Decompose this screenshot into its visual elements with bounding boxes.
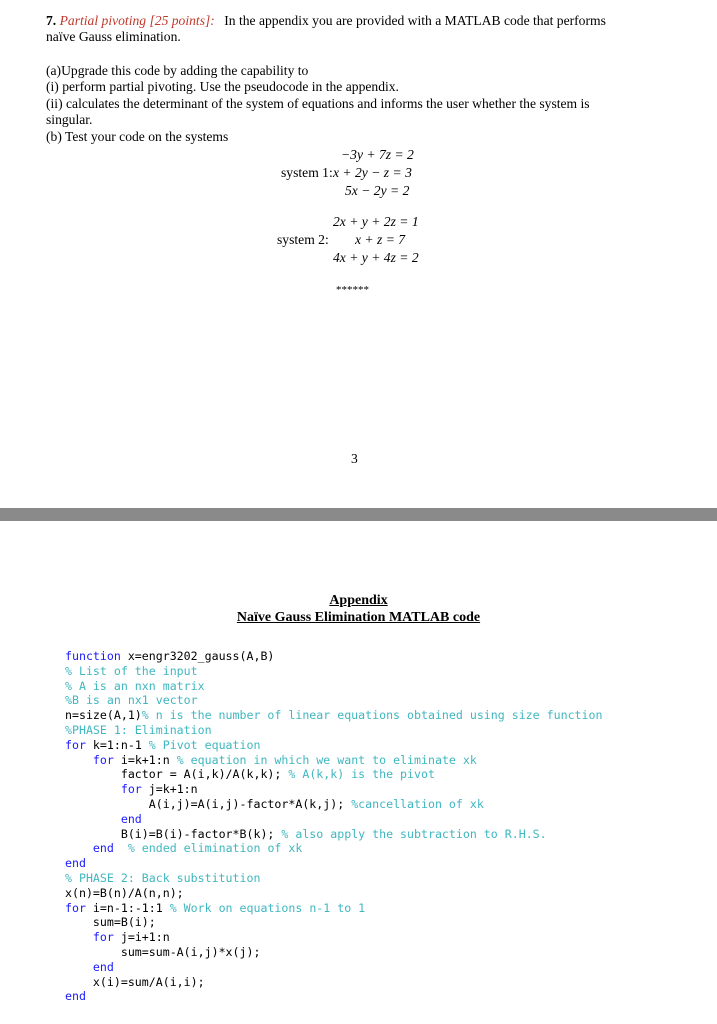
page-separator — [0, 508, 717, 521]
part-a-text: (a)Upgrade this code by adding the capability to — [46, 63, 309, 78]
code-line-7: for k=1:n-1 % Pivot equation — [65, 737, 261, 752]
page-number: 3 — [351, 451, 358, 466]
system1-eq3: 5x − 2y = 2 — [345, 183, 410, 198]
question-intro-line2: naïve Gauss elimination. — [46, 29, 181, 44]
system2-eq1: 2x + y + 2z = 1 — [333, 214, 419, 229]
code-line-18: for i=n-1:-1:1 % Work on equations n-1 to 1 — [65, 900, 366, 915]
system1-eq1: −3y + 7z = 2 — [341, 147, 414, 162]
code-line-20: for j=i+1:n — [92, 930, 170, 945]
code-line-16: % PHASE 2: Back substitution — [65, 870, 261, 885]
system2-label: system 2: — [277, 232, 329, 247]
system1-eq2: x + 2y − z = 3 — [333, 165, 412, 180]
system1-label: system 1: — [281, 165, 333, 180]
code-line-4: %B is an nx1 vector — [65, 693, 198, 708]
code-line-5: n=size(A,1)% n is the number of linear equations obtained using size function — [65, 708, 603, 723]
code-line-12: end — [120, 811, 142, 826]
code-line-21: sum=sum-A(i,j)*x(j); — [120, 944, 261, 959]
code-line-15: end — [65, 856, 86, 871]
code-line-17: x(n)=B(n)/A(n,n); — [65, 885, 184, 900]
question-intro-line1: In the appendix you are provided with a MATLAB code that performs — [224, 13, 606, 28]
code-line-24: end — [65, 989, 86, 1004]
system2-eq3: 4x + y + 4z = 2 — [333, 250, 419, 265]
part-a-i-text: (i) perform partial pivoting. Use the pseudocode in the appendix. — [46, 79, 399, 94]
code-line-10: for j=k+1:n — [120, 782, 198, 797]
code-line-22: end — [92, 959, 114, 974]
question-points: Partial pivoting [25 points]: — [59, 13, 215, 28]
code-line-13: B(i)=B(i)-factor*B(k); % also apply the subtraction to R.H.S. — [120, 826, 547, 841]
code-line-6: %PHASE 1: Elimination — [65, 722, 212, 737]
part-a-ii-text: (ii) calculates the determinant of the system of equations and informs the user whether the system is singular. — [46, 96, 590, 127]
question-number: 7. — [46, 13, 57, 28]
document-page-3 — [0, 0, 717, 508]
code-line-1: function x=engr3202_gauss(A,B) — [65, 649, 275, 663]
code-line-19: sum=B(i); — [92, 915, 156, 930]
stars-separator: ****** — [336, 284, 369, 296]
code-line-9: factor = A(i,k)/A(k,k); % A(k,k) is the pivot — [120, 767, 435, 782]
code-line-11: A(i,j)=A(i,j)-factor*A(k,j); %cancellation of xk — [148, 796, 484, 811]
matlab-code-block — [65, 649, 602, 1004]
code-line-2: % List of the input — [65, 663, 198, 678]
system2-eq2: x + z = 7 — [355, 232, 406, 247]
document-page-appendix — [0, 521, 717, 1024]
question-header-line — [46, 13, 670, 29]
appendix-subtitle: Naïve Gauss Elimination MATLAB code — [236, 610, 481, 625]
part-b-text: (b) Test your code on the systems — [46, 129, 229, 144]
appendix-title: Appendix — [329, 593, 388, 608]
code-line-14: end % ended elimination of xk — [92, 841, 303, 856]
code-line-23: x(i)=sum/A(i,i); — [92, 974, 205, 989]
code-line-3: % A is an nxn matrix — [65, 678, 205, 693]
code-line-8: for i=k+1:n % equation in which we want to eliminate xk — [92, 752, 477, 767]
